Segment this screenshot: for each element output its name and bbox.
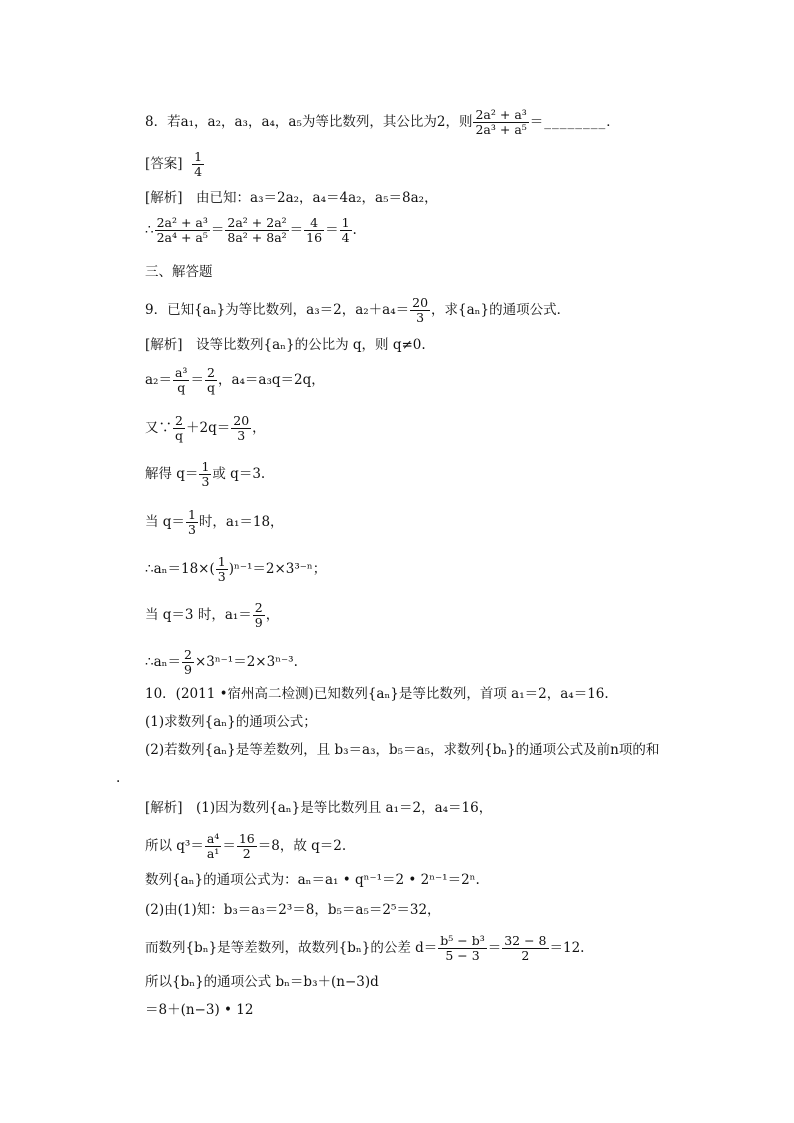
- problem-10-line-3: (2)若数列{aₙ}是等差数列，且 b₃＝a₃，b₅＝a₅，求数列{bₙ}的通项公式及前n项的和: [145, 742, 660, 758]
- solution-9-line-4: 解得 q＝ $\frac{1}{3}$ 或 q＝3.: [145, 459, 266, 489]
- solution-9-line-1: [解析] 设等比数列{aₙ}的公比为 q，则 q≠0.: [145, 337, 426, 353]
- solution-8-line-2: ∴ $\frac{\text{2a² + a³}}{\text{2a⁴ + a⁵}}$ ＝ $\frac{\text{2a² + 2a²}}{\text{8a² + 8a²}}$ ＝ $\frac{4}{16}$ ＝ $\frac{1}{4}$ .: [145, 215, 357, 245]
- answer-fraction: $\frac{1}{4}$: [194, 149, 203, 179]
- problem-8: [145, 108, 621, 137]
- solution-10-line-7: ＝8＋(n−3) • 12: [145, 1002, 254, 1018]
- solution-9-line-6: ∴aₙ＝18×( $\frac{1}{3}$ )ⁿ⁻¹＝2×3³⁻ⁿ；: [145, 554, 327, 584]
- problem-8-text: 8．若a₁，a₂，a₃，a₄，a₅为等比数列，其公比为2，则: [145, 114, 473, 130]
- problem-8-fraction: $\frac{\text{2a² + a³}}{\text{2a³ + a⁵}}$: [475, 107, 527, 137]
- solution-10-line-4: (2)由(1)知：b₃＝a₃＝2³＝8，b₅＝a₅＝2⁵＝32，: [145, 902, 441, 918]
- problem-10-line-1: 10．(2011 •宿州高二检测)已知数列{aₙ}是等比数列，首项 a₁＝2，a₄＝16.: [145, 686, 609, 702]
- answer-blank: ＝________．: [529, 114, 621, 130]
- section-heading: 三、解答题: [145, 264, 213, 280]
- solution-9-line-8: ∴aₙ＝ $\frac{2}{9}$ ×3ⁿ⁻¹＝2×3ⁿ⁻³.: [145, 647, 298, 677]
- solution-10-line-3: 数列{aₙ}的通项公式为：aₙ＝a₁ • qⁿ⁻¹＝2 • 2ⁿ⁻¹＝2ⁿ.: [145, 872, 480, 888]
- problem-9: 9．已知{aₙ}为等比数列，a₃＝2，a₂＋a₄＝ $\frac{20}{3}$ ，求{aₙ}的通项公式．: [145, 295, 571, 325]
- answer-8: [145, 150, 205, 179]
- solution-8-line-1: [解析] 由已知：a₃＝2a₂，a₄＝4a₂，a₅＝8a₂，: [145, 190, 438, 206]
- problem-10-line-2: (1)求数列{aₙ}的通项公式；: [145, 714, 317, 730]
- answer-label: [答案]: [145, 156, 183, 172]
- solution-10-line-6: 所以{bₙ}的通项公式 bₙ＝b₃＋(n−3)d: [145, 974, 379, 990]
- solution-10-line-2: 所以 q³＝ $\frac{\text{a⁴}}{\text{a¹}}$ ＝ $\frac{16}{2}$ ＝8，故 q＝2.: [145, 831, 347, 861]
- solution-10-line-1: [解析] (1)因为数列{aₙ}是等比数列且 a₁＝2，a₄＝16，: [145, 800, 493, 816]
- solution-9-line-5: 当 q＝ $\frac{1}{3}$ 时，a₁＝18，: [145, 507, 284, 537]
- solution-9-line-3: 又∵ $\frac{2}{q}$ ＋2q＝ $\frac{20}{3}$ ，: [145, 413, 266, 443]
- problem-10-line-4: .: [116, 770, 121, 786]
- solution-9-line-7: 当 q＝3 时，a₁＝ $\frac{2}{9}$ ，: [145, 600, 280, 630]
- solution-10-line-5: 而数列{bₙ}是等差数列，故数列{bₙ}的公差 d＝ $\frac{\text{b⁵ − b³}}{5 - 3}$ ＝ $\frac{32 - 8}{2}$ ＝12.: [145, 933, 585, 963]
- solution-9-line-2: a₂＝ $\frac{\text{a³}}{q}$ ＝ $\frac{2}{q}$ ，a₄＝a₃q＝2q，: [145, 365, 325, 395]
